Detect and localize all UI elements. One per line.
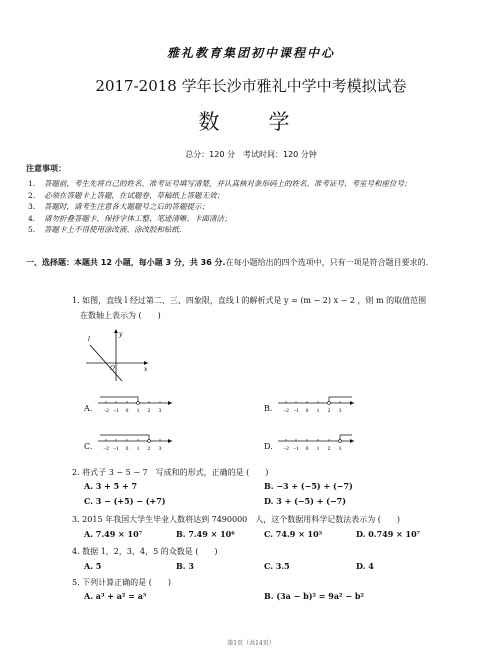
q2-option-a: A. 3 + 5 + 7 [84, 481, 138, 491]
q3-option-d: D. 0.749 × 10⁷ [356, 529, 421, 539]
q1-option-a-label: A. [84, 404, 93, 413]
svg-text:−1: −1 [293, 408, 299, 414]
svg-text:2: 2 [327, 446, 331, 452]
svg-text:−2: −2 [103, 408, 109, 414]
svg-text:1: 1 [316, 408, 320, 414]
q3-option-a: A. 7.49 × 10⁷ [84, 529, 143, 539]
svg-text:2: 2 [147, 408, 151, 414]
svg-text:−2: −2 [283, 446, 289, 452]
exam-title: 2017-2018 学年长沙市雅礼中学中考模拟试卷 [95, 77, 407, 95]
notice-item: 3. 答题时，请考生注意各大题题号之后的答题提示； [28, 202, 209, 211]
q2-option-c: C. 3 − (+5) − (+7) [84, 496, 166, 506]
svg-text:0: 0 [305, 408, 309, 414]
x-axis-label: x [144, 366, 148, 373]
q2-stem: 2. 将式子 3 − 5 − 7 写成和的形式，正确的是 ( ) [72, 468, 269, 477]
q1-option-a-numberline [96, 393, 174, 419]
y-axis-label: y [119, 331, 123, 338]
q3-option-b: B. 7.49 × 10⁶ [176, 529, 235, 539]
header: 雅礼教育集团初中课程中心 [166, 46, 335, 60]
svg-text:1: 1 [136, 408, 140, 414]
q1-option-d-label: D. [264, 442, 273, 451]
svg-text:0: 0 [125, 408, 129, 414]
notice-item: 2. 必须在答题卡上答题，在试题卷、草稿纸上答题无效； [28, 190, 224, 200]
svg-text:1: 1 [136, 446, 140, 452]
q1-option-b-numberline [276, 393, 356, 419]
svg-text:3: 3 [338, 408, 342, 414]
notice-item: 4. 请勿折叠答题卡，保持字体工整、笔迹清晰、卡面清洁； [28, 213, 232, 223]
svg-text:1: 1 [316, 446, 320, 452]
coordinate-graph [82, 327, 152, 383]
svg-text:3: 3 [338, 446, 342, 452]
q2-option-b: B. −3 + (−5) + (−7) [264, 481, 353, 491]
q1-stem: 1. 如图，直线 l 经过第二、三、四象限，直线 l 的解析式是 y = (m − 2) x − 2 ，则 m 的取值范围 [72, 296, 427, 305]
notice-title: 注意事项： [26, 164, 66, 173]
exam-meta: 总分：120 分 考试时间：120 分钟 [185, 150, 317, 159]
q1-option-d-numberline [276, 431, 356, 457]
section-heading: 一、选择题：本题共 12 小题，每小题 3 分，共 36 分.在每小题给出的四个选项中，只有一项是符合题目要求的. [26, 258, 429, 267]
svg-text:−1: −1 [113, 446, 119, 452]
q4-stem: 4. 数据 1，2，3，4，5 的众数是 ( ) [72, 547, 218, 556]
svg-text:2: 2 [147, 446, 151, 452]
svg-text:0: 0 [305, 446, 309, 452]
q4-option-b: B. 3 [176, 561, 194, 571]
q4-option-a: A. 5 [84, 561, 102, 571]
q4-option-d: D. 4 [356, 561, 374, 571]
notice-item: 1. 答题前，考生先将自己的姓名、准考证号填写清楚，并认真核对条形码上的姓名、准考证号、考室号和座位号； [28, 179, 412, 188]
line-label: l [88, 336, 90, 343]
svg-text:3: 3 [158, 408, 162, 414]
svg-text:−2: −2 [103, 446, 109, 452]
notice-list [28, 178, 468, 236]
subject-title: 数 学 [198, 110, 304, 134]
q5-option-a: A. a³ + a² = a⁵ [84, 591, 147, 601]
q4-option-c: C. 3.5 [264, 561, 290, 571]
q1-option-b-label: B. [264, 404, 273, 413]
q3-stem: 3. 2015 年我国大学生毕业人数将达到 7490000 人，这个数据用科学记数法表示为 ( ) [72, 515, 401, 524]
svg-text:−1: −1 [293, 446, 299, 452]
page-footer: 第1页（共14页） [227, 640, 275, 647]
q1-option-c-label: C. [84, 442, 93, 451]
svg-text:−1: −1 [113, 408, 119, 414]
q5-option-b: B. (3a − b)² = 9a² − b² [264, 591, 364, 601]
q5-stem: 5. 下列计算正确的是 ( ) [72, 578, 171, 587]
q3-option-c: C. 74.9 × 10⁵ [264, 529, 323, 539]
origin-label: O [110, 365, 115, 372]
svg-text:3: 3 [158, 446, 162, 452]
q1-option-c-numberline [96, 431, 174, 457]
notice-item: 5. 答题卡上不得使用涂改液、涂改胶和贴纸. [28, 225, 182, 234]
svg-text:2: 2 [327, 408, 331, 414]
svg-text:−2: −2 [283, 408, 289, 414]
q1-stem-line2: 在数轴上表示为 ( ) [80, 311, 161, 320]
svg-text:0: 0 [125, 446, 129, 452]
q2-option-d: D. 3 + (−5) + (−7) [264, 496, 347, 506]
